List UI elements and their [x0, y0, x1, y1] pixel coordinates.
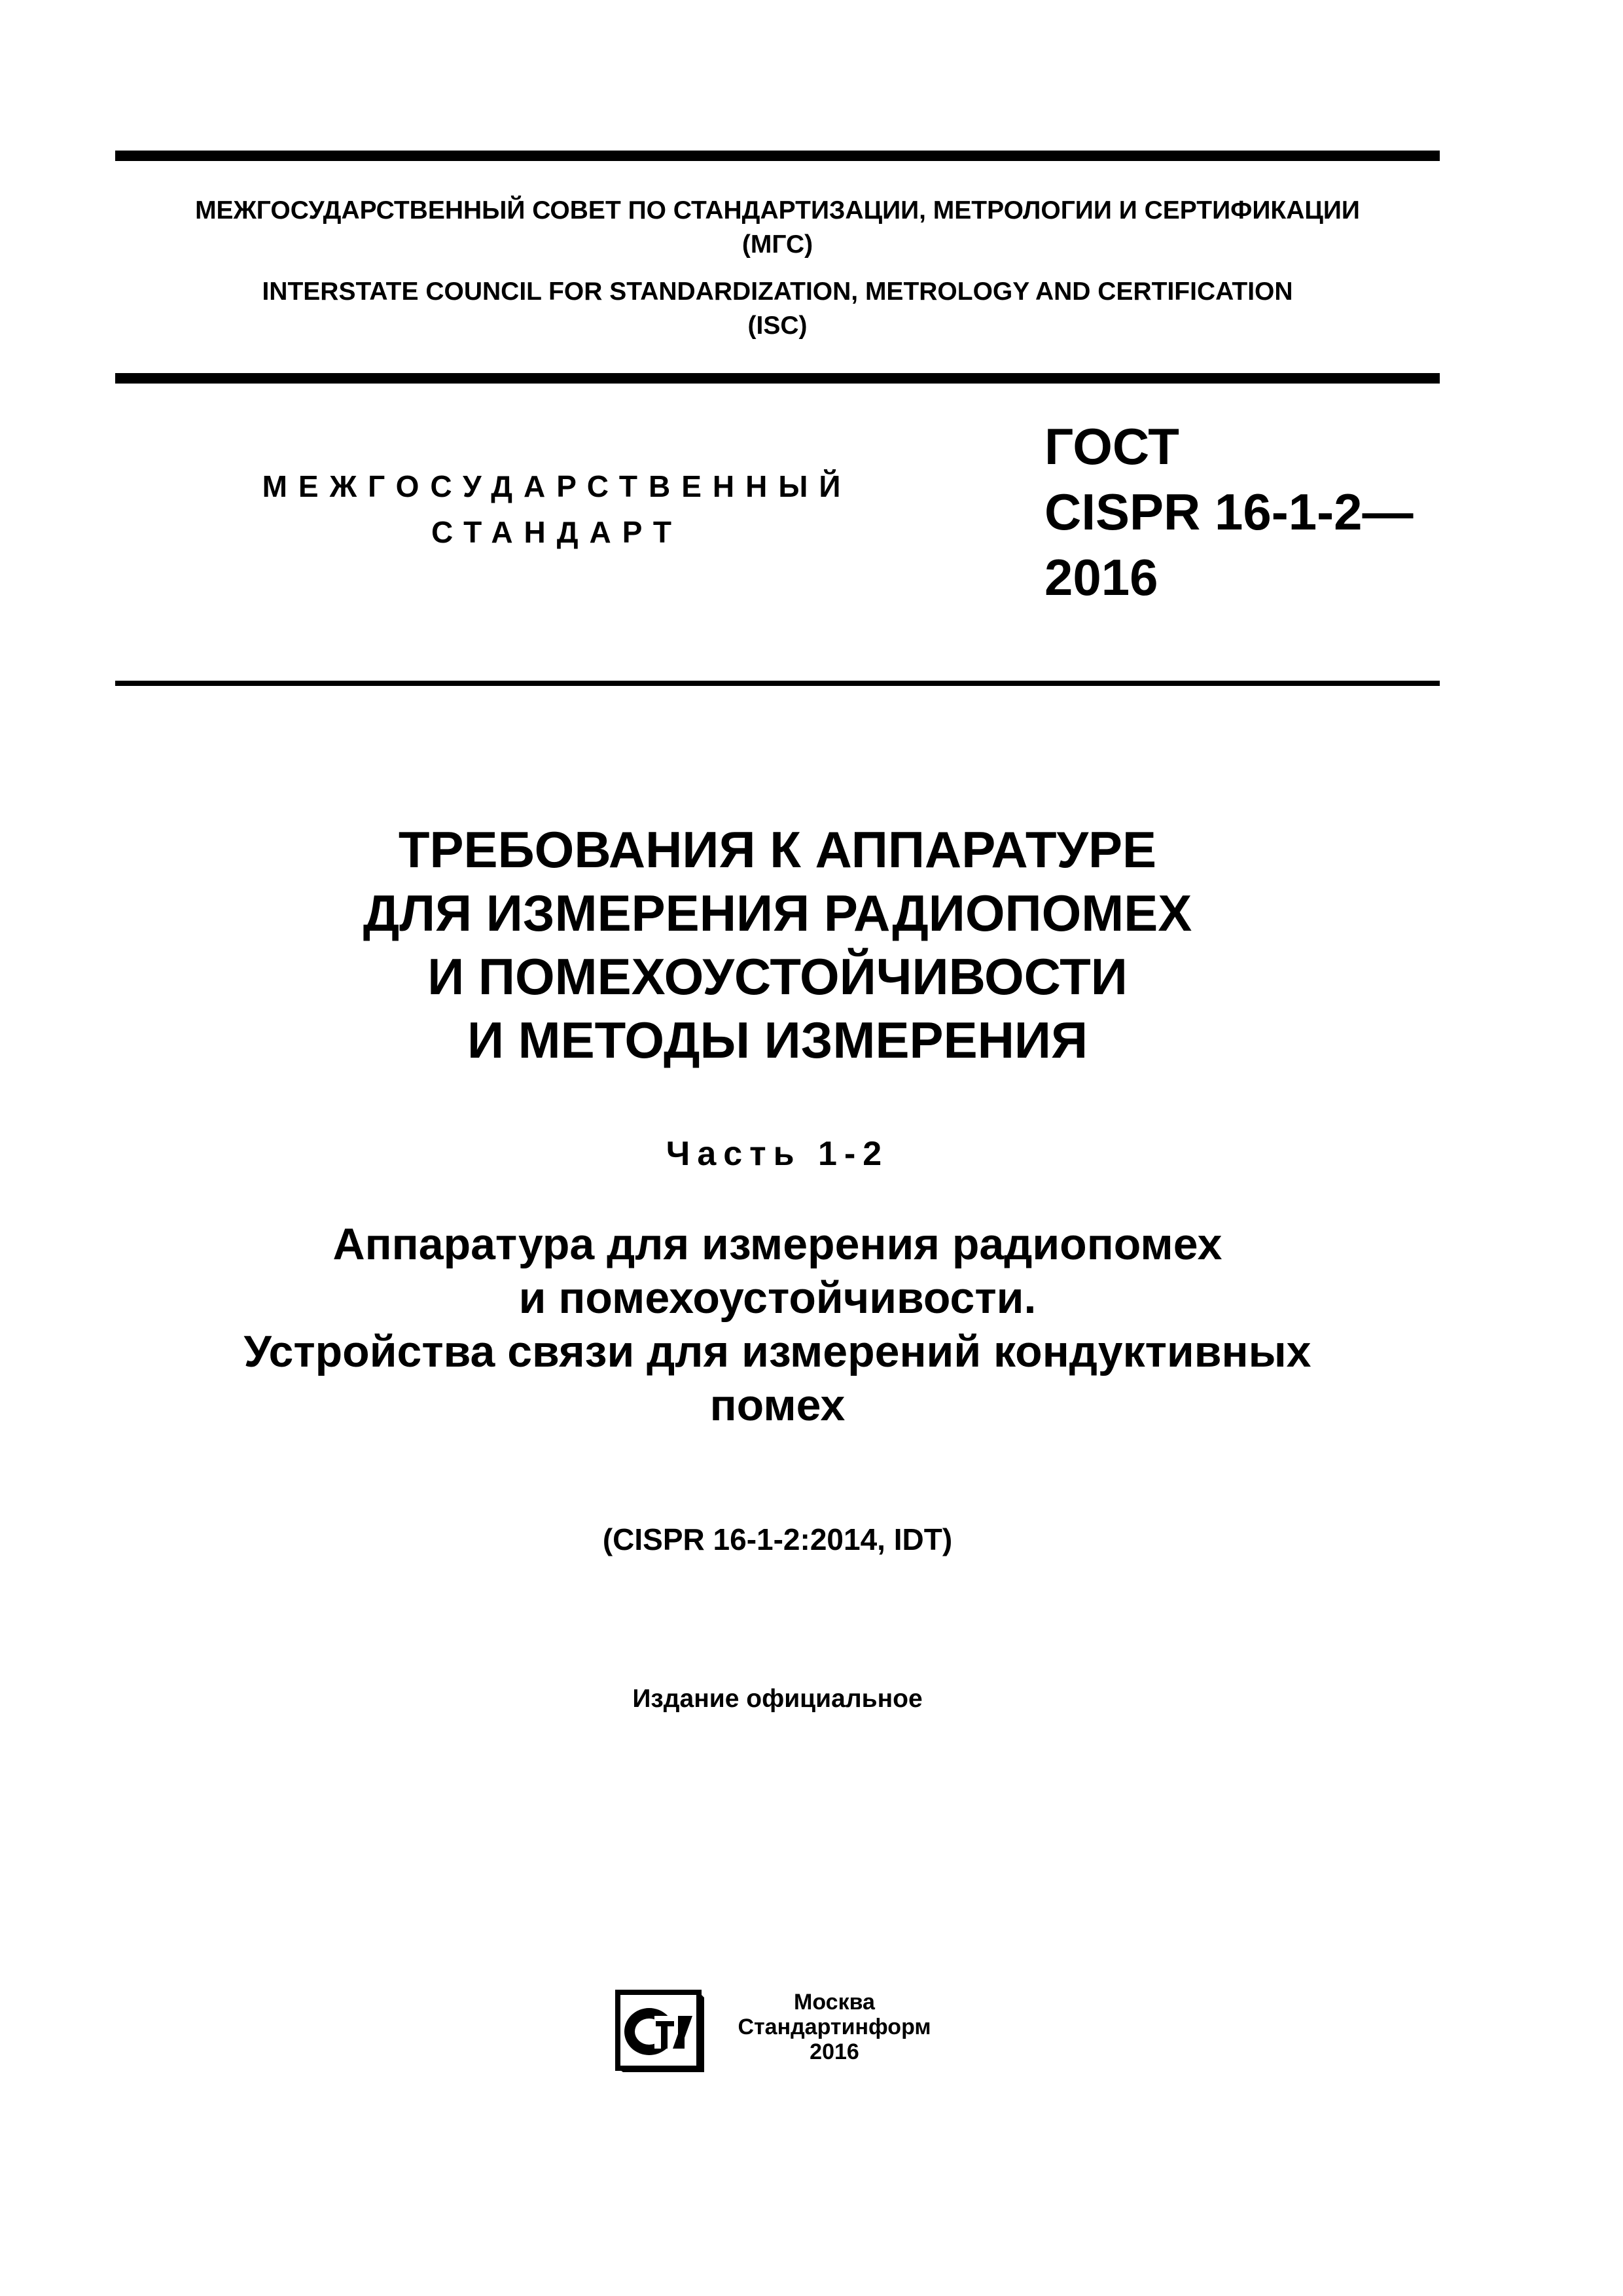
- council-abbr-en: (ISC): [747, 312, 808, 340]
- main-title-line1: ТРЕБОВАНИЯ К АППАРАТУРЕ: [398, 821, 1157, 878]
- subtitle-line1: Аппаратура для измерения радиопомех: [332, 1219, 1222, 1269]
- standard-type: [115, 463, 999, 555]
- identifier-rule: [115, 681, 1440, 686]
- international-reference: (CISPR 16-1-2:2014, IDT): [602, 1522, 953, 1556]
- council-name-ru: МЕЖГОСУДАРСТВЕННЫЙ СОВЕТ ПО СТАНДАРТИЗАЦИИ, МЕТРОЛОГИИ И СЕРТИФИКАЦИИ: [195, 196, 1360, 224]
- subtitle-line3: Устройства связи для измерений кондуктивных: [243, 1327, 1311, 1376]
- subtitle-line4: помех: [709, 1380, 846, 1430]
- publisher-city: Москва: [794, 1990, 875, 2015]
- header-rule: [115, 373, 1440, 384]
- standard-type-line1: МЕЖГОСУДАРСТВЕННЫЙ: [262, 469, 852, 503]
- main-title-line2: ДЛЯ ИЗМЕРЕНИЯ РАДИОПОМЕХ: [363, 884, 1192, 942]
- main-title-line4: И МЕТОДЫ ИЗМЕРЕНИЯ: [467, 1011, 1088, 1069]
- main-title: [115, 818, 1440, 1072]
- gost-identifier: [1044, 414, 1450, 610]
- subtitle: [115, 1217, 1440, 1432]
- edition-note: Издание официальное: [632, 1685, 923, 1713]
- council-abbr-ru: (МГС): [741, 230, 813, 259]
- council-header: [115, 194, 1440, 262]
- gost-id-line2: CISPR 16-1-2—: [1044, 483, 1414, 541]
- publisher-name: Стандартинформ: [738, 2015, 931, 2039]
- standartinform-logo-icon: [615, 1990, 707, 2075]
- gost-id-line3: 2016: [1044, 548, 1158, 606]
- top-rule: [115, 151, 1440, 161]
- council-name-en: INTERSTATE COUNCIL FOR STANDARDIZATION, METROLOGY AND CERTIFICATION: [262, 278, 1293, 306]
- gost-id-line1: ГОСТ: [1044, 418, 1179, 475]
- main-title-line3: И ПОМЕХОУСТОЙЧИВОСТИ: [427, 948, 1128, 1005]
- publisher-info: [720, 1990, 949, 2064]
- standard-type-line2: СТАНДАРТ: [431, 515, 683, 549]
- publisher-year: 2016: [810, 2039, 859, 2064]
- subtitle-line2: и помехоустойчивости.: [518, 1273, 1037, 1323]
- council-header-en: [115, 275, 1440, 343]
- part-label: Часть 1-2: [666, 1135, 889, 1173]
